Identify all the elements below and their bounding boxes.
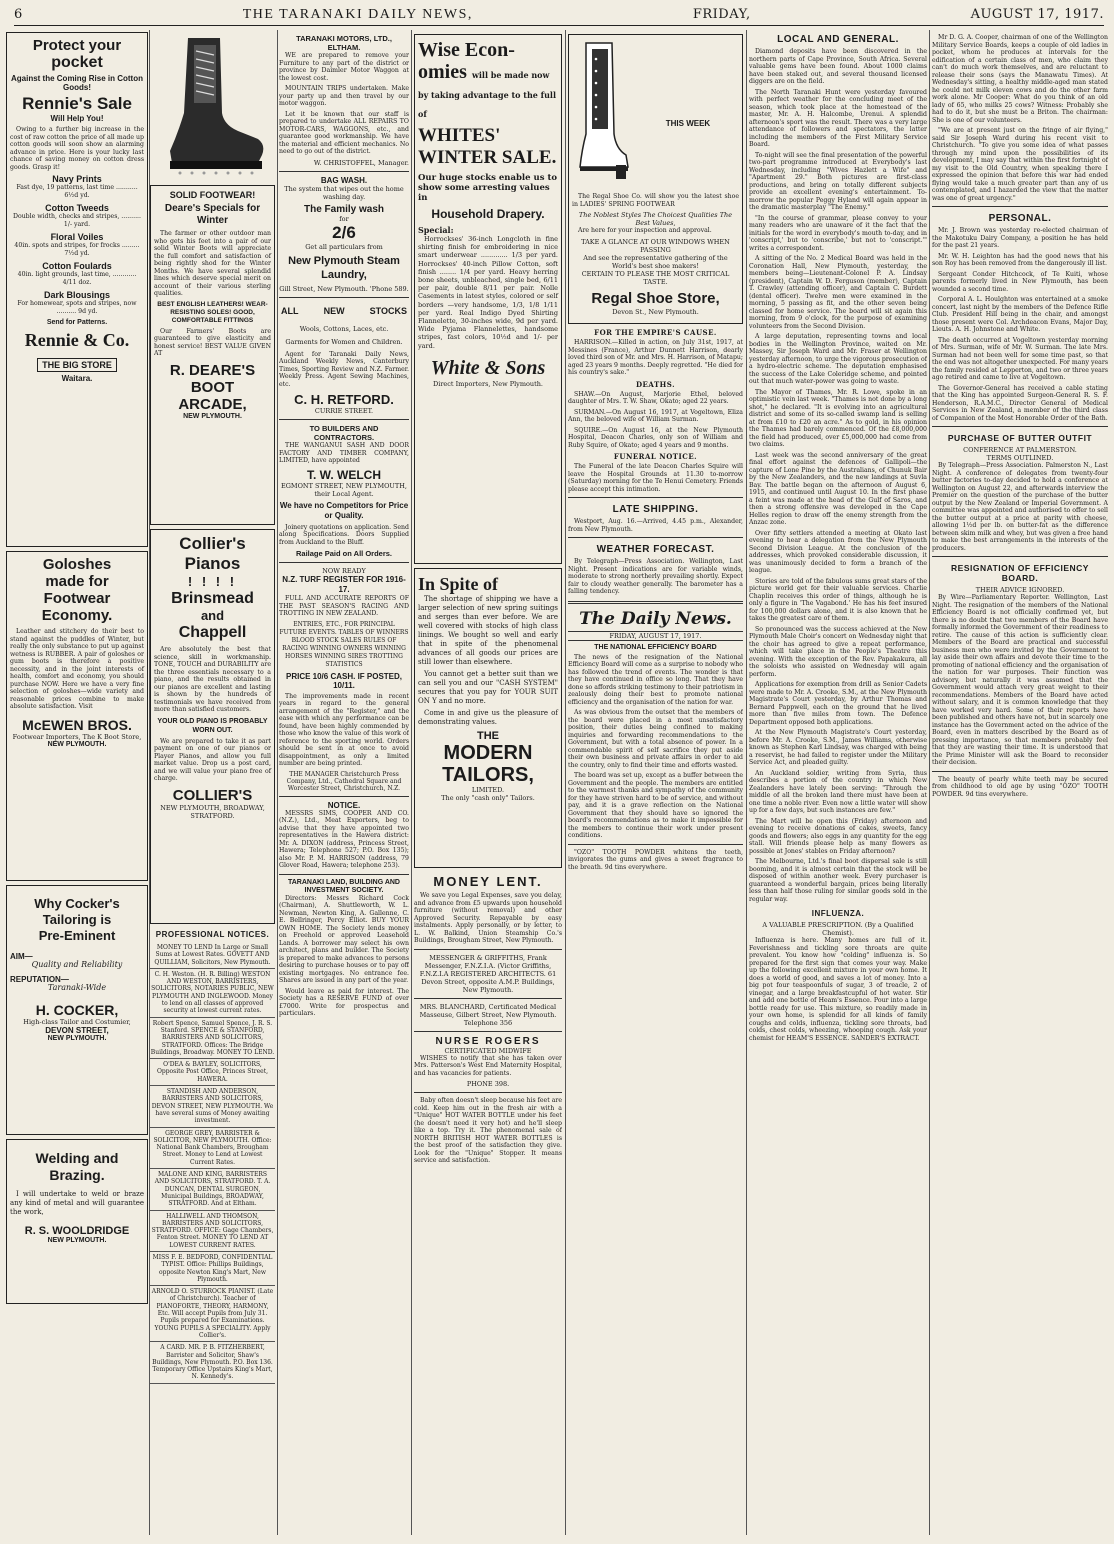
local-paragraph: At the New Plymouth Magistrate's Court yesterday, before Mr. A. Crooke, S.M., James Williams, otherwise known as Stephen Karl Lindsay, was charged with being a reservist, he had failed to register under the Military Service Act, and pleaded guilty. — [749, 729, 927, 766]
notice-body: MESSRS SIMS, COOPER AND CO. (N.Z.), Ltd., Meat Exporters, beg to advise that they have appointed two representatives in the Hawera district: Mr. A. DIXON (address, Princess Street, Hawera; Telephone 527; P.O. Box 135); also Mr. P. M. HARRISON (address, 79 Glover Road, Hawera; telephone 253). — [279, 809, 409, 869]
land-body: Directors: Messrs Richard Cock (Chairman), A. Shuttleworth, W. L. Newman, Newton King, A. Gallenne, C. E. Bellringer, Percy Elliot. BUY YOUR OWN HOME. The Society lends money on Freehold or approved Leasehold Lands. A borrower may select his own architect, plans and builder. The Society is prepared to make advances to persons desiring to purchase houses or to pay off existing mortgages. No entrance fee. Shares are issued in any part of the year. — [279, 894, 409, 984]
local-paragraph: The Mart will be open this (Friday) afternoon and evening to receive donations of cakes, sweets, fancy goods and flowers; also eggs in any quantity for the egg stall. Will friends please help as many flowers as possible at Jones' stables on Friday afternoon? — [749, 817, 927, 855]
deare-specials: Deare's Specials for Winter — [164, 203, 261, 226]
collier-chappell: Chappell — [178, 624, 247, 641]
local-general — [749, 48, 927, 527]
rogers-title: NURSE ROGERS — [435, 1035, 541, 1047]
local-paragraph: Last week was the second anniversary of the great final effort against the defences of Gallipoli—the capture of Lone Pine by the Australians, of Chunuk Bair by the New Zealanders, and the new landings at Suvla Bay. The battle began on the afternoon of August 6, 1915, and continued until August 10. In the first phase a feint was made at the head of the Gulf of Saros, and then a strong offensive was developed in the Cape Helles region to draw off the enemy strength from the Anzac zone. — [749, 451, 927, 526]
collier-advert — [150, 529, 275, 924]
masthead-day: FRIDAY, — [692, 7, 751, 22]
blanchard-notice: MRS. BLANCHARD, Certificated Medical Masseuse, Gilbert Street, New Plymouth. Telephone 356 — [419, 1002, 557, 1027]
woolridge-town: NEW PLYMOUTH. — [47, 1237, 107, 1244]
builders-p2: EGMONT STREET, NEW PLYMOUTH, their Local Agent. — [281, 481, 407, 498]
rennie-item-desc: 40in. light grounds, last time, ............ 4/11 doz. — [17, 271, 137, 286]
motors-p1: WE are prepared to remove your Furniture to any part of the district or province by Daimler Motor Waggon at the lowest cost. — [279, 52, 409, 82]
cocker-headline-2: Tailoring is — [42, 912, 112, 927]
turf-price: PRICE 10/6 CASH. IF POSTED, 10/11. — [285, 671, 403, 690]
cocker-town: NEW PLYMOUTH. — [47, 1035, 107, 1042]
professional-notice: A CARD. MR. P. B. FITZHERBERT, Barrister and Solicitor, Shaw's Buildings, New Plymouth. P.O. Box 136. Temporary Office Upstairs King's Mart, N. Kennedy's. — [150, 1342, 275, 1383]
whites-headline-2: omies — [418, 61, 467, 83]
cocker-reputation-text: Taranaki-Wide — [47, 983, 107, 992]
deare-headline: SOLID FOOTWEAR! — [169, 190, 256, 200]
shipping-title: LATE SHIPPING. — [612, 504, 699, 515]
laundry-price: 2/6 — [332, 222, 356, 242]
regal-p3: Are here for your inspection and approval. — [578, 227, 712, 234]
masthead-date: AUGUST 17, 1917. — [970, 7, 1104, 22]
influenza-body: Influenza is here. Many homes are full of it. Feverishness and tickling sore throats are quite prevalent. You know how "colding" influenza is. So prepared for the first sign that comes your way. Make up the following excellent mixture in your own home. It does a world of good, and saves a lot of money. Into a big pot four teaspoonfuls of sugar, 3 of treacle, 2 of vinegar, and a large breakfastcupful of hot water. Stir and add one bottle of Heam's Essence. Pour into a large bottle ready for use. This mixture, so readily made in your own home, is splendid for all kinds of family coughs and colds, influenza, tickling sore throats, bad colds, chest colds, wheezing, whooping cough. Ask your chemist for HEAM'S ESSENCE. SANDER'S EXTRACT. — [749, 937, 927, 1042]
personal-paragraph: Sergeant Conder Hitchcock, of Te Kuiti, whose parents formerly lived in New Plymouth, has been wounded a second time. — [932, 270, 1108, 293]
local-paragraph: A large deputation, representing towns and local bodies in the Wellington Province, waited on Mr. Massey, Sir Joseph Ward and Mr. Fraser at Wellington yesterday afternoon, to urge the vigorous prosecution of a hydro-electric scheme. The deputation emphasised the success of the Lake Coleridge scheme, and pointed out that much water-power was going to waste. — [749, 333, 927, 385]
laundry-p2: The Family wash — [303, 203, 385, 215]
cocker-headline-1: Why Cocker's — [34, 896, 120, 911]
local-paragraph: To-night will see the final presentation of the powerful two-part programme introduced at Everybody's last Wednesday, including "Wives Hazlett a Wife" and "Apartment 29." Both pictures are first-class productions, and bring on totally different subjects provide an excellent evening's entertainment. To-morrow the popular Peggy Hyland will again appear in the dramatic masterplay "The Enemy." — [749, 151, 927, 211]
personal-paragraph: Corporal A. L. Houlghton was entertained at a smoke concert, last night by the members of the Defence Rifle Club. President Hill being in the chair, and amongst those present were Col. Archdeacon Evans, Major Day, Lieuts. A. H. Johnstone and White. — [932, 296, 1108, 333]
whites-headline-1: Wise Econ- — [418, 39, 515, 61]
efficiency-paragraph: As was obvious from the outset that the members of the board were placed in a most unsatisfactory position, their duties being confined to making inquiries and forwarding recommendations to the Government, but with a total absence of power. In a commendable spirit of self sacrifice they put aside their own business and private affairs in order to aid the country, only to find their time and efforts wasted. — [568, 709, 743, 769]
column-5 — [568, 30, 743, 1540]
rennie-intro: Owing to a further big increase in the cost of raw cotton the price of all made up cotton goods will soon show an alarming advance in price. Here is your lucky last chance of saving money on cotton dress goods. Grasp it! — [10, 126, 144, 171]
stocks-p2: Garments for Women and Children. — [285, 337, 403, 346]
professional-notices — [150, 942, 275, 1384]
collier-address: NEW PLYMOUTH, BROADWAY, STRATFORD. — [160, 803, 265, 820]
local-paragraph: A sitting of the No. 2 Medical Board was held in the Coronation Hall, New Plymouth, yesterday, the members being—Lieutenant-Colonel P. A. Lindsay (president), Captain W. D. Ferguson (member), Captain T. Crawley (attending officer), and Captain C. Burdett (dental officer). Twelve men were examined in the morning, 5 passing as fit, and the other seven being classed for home service. The board will sit again this morning, from 9 o'clock, for the purpose of examining volunteers from the Second Division. — [749, 255, 927, 330]
rennie-subhead: Against the Coming Rise in Cotton Goods! — [11, 74, 143, 92]
laundry-p4: Get all particulars from — [305, 242, 383, 251]
column-2 — [150, 30, 275, 1540]
woolridge-headline-1: Welding and — [35, 1150, 119, 1166]
cocker-address: DEVON STREET, — [45, 1026, 109, 1035]
mcewen-headline-3: Footwear — [43, 590, 111, 607]
whites-headline-3: will be made now by taking advantage to the full of — [418, 70, 556, 119]
death-notice: SURMAN.—On August 16, 1917, at Vogeltown, Eliza Ann, the beloved wife of William Surman. — [568, 408, 743, 423]
col7-paragraph: Mr D. G. A. Cooper, chairman of one of the Wellington Military Service Boards, keeps a couple of old ladies in pocket, whom he produces at intervals for the edification of a certain class of men, who claim they can't do much work themselves, and are reluctant to release their sons (says the Manawatu Times). At Wednesday's sitting, a healthy middle-aged man stated he could not milk eleven cows and do the other farm work alone. Mr Cooper: What do you think of an old lady of 65, who milks 25 cows? Witness: Probably she had to do it, but she must be a Briton. The chairman: She is one of our volunteers. — [932, 34, 1108, 124]
column-rule — [929, 30, 930, 1535]
professional-notice: ARNOLD O. STURROCK PIANIST. (Late of Christchurch). Teacher of PIANOFORTE, THEORY, HARMONY, Etc. Will accept Pupils from July 31. Pupils prepared for Examinations. YOUNG PUPILS A SPECIALITY. Apply Collier's. — [150, 1286, 275, 1342]
paper-title: THE TARANAKI DAILY NEWS, — [242, 6, 473, 22]
builders-p1: THE WANGANUI SASH AND DOOR FACTORY AND TIMBER COMPANY, LIMITED, have appointed — [279, 442, 409, 464]
regal-brand: Regal Shoe Store, — [591, 289, 720, 307]
rennie-item-name: Dark Blousings — [43, 290, 110, 300]
collier-brinsmead: Brinsmead — [171, 590, 254, 607]
column-rule — [277, 30, 278, 1535]
butter-sub-2: TERMS OUTLINED. — [986, 454, 1054, 462]
rennie-headline-1: Protect your — [32, 37, 122, 54]
rennie-brand: Rennie & Co. — [24, 330, 130, 350]
regal-boot-illustration — [572, 39, 634, 193]
regal-p6: CERTAIN TO PLEASE THE MOST CRITICAL TASTE. — [581, 269, 730, 286]
local-general-continued — [749, 530, 927, 904]
money-lent-body: We save you Legal Expenses, save you delay, and advance from £5 upwards upon household furniture (without removal) and other Approved Security. Repayable by easy instalments. Apply personally, or by letter, to L. W. Balkind, Union Steamship Co.'s Buildings, Brougham Street, New Plymouth. — [414, 892, 562, 944]
ladies-boot-icon — [572, 39, 632, 189]
deare-brand-3: ARCADE, — [178, 395, 247, 413]
collier-body-2: We are prepared to take it as part payment on one of our pianos or Player Pianos, and allow you full market value. Drop us a post card, and we will value your piano free of charge. — [154, 737, 271, 782]
regal-p2: The Noblest Styles The Choicest Qualities The Best Values, — [578, 211, 733, 227]
rennie-headline-2: pocket — [51, 54, 103, 71]
whites-items: Horrockses' 36-inch Longcloth in fine shirting finish for embroidering in nice smart underwear ............. 1/3 per yard. Horrockses' 40-inch Pillow Cotton, soft finish ........ 1/4 per yard. Heavy herring bone sheets, unbleached, single bed, 6/11 per pair, double 8/11 per pair. Nolle Casements in latest styles, colored or self borders —very handsome, 1/3, 1/8 1/11 per yard. Real Indigo Dyed Shirting Flannelette, 30-inches wide, 9d per yard. Wide Pyjama Flannelettes, handsome stripes, fast colors, 10½d and 1/- per yard. — [418, 235, 558, 350]
rennie-store-label: THE BIG STORE — [37, 358, 117, 372]
local-paragraph: The Mayor of Thames, Mr. R. Lowe, spoke in an optimistic vein last week. "Thames is not done by a long shot," he declared. "It is evolving into an agricultural district and some of its so-called swamp land is selling at from £10 to £20 an acre." As to gold, in his opinion the Thames had barely commenced. Of the £8,000,000 the field had produced, over £5,000,000 had come from two claims. — [749, 388, 927, 448]
stocks-new: NEW — [323, 305, 345, 316]
mcewen-headline-1: Goloshes — [42, 556, 112, 573]
professional-notice: HALLIWELL AND THOMSON, BARRISTERS AND SOLICITORS, STRATFORD. OFFICE: Gage Chambers, Fenton Street. MONEY TO LEND AT LOWEST CURRENT RATES. — [150, 1211, 275, 1252]
woolridge-headline-2: Brazing. — [49, 1167, 105, 1183]
column-rule — [565, 30, 566, 1535]
personal-paragraph: Mr. J. Brown was yesterday re-elected chairman of the Makotuku Dairy Company, a position he has held for the past 21 years. — [932, 227, 1108, 249]
regal-address: Devon St., New Plymouth. — [612, 307, 699, 316]
column-1 — [6, 30, 148, 1540]
cocker-headline-3: Pre-Eminent — [38, 928, 116, 943]
professional-notice: C. H. Weston. (H. R. Billing) WESTON AND WESTON, BARRISTERS, SOLICITORS, NOTARIES PUBLIC, NEW PLYMOUTH AND INGLEWOOD. Money to lend on all classes of approved security at lowest current rates. — [150, 969, 275, 1018]
deare-best: BEST ENGLISH LEATHERS! WEAR-RESISTING SOLES! GOOD, COMFORTABLE FITTINGS — [157, 300, 268, 324]
rennie-sale-title: Rennie's Sale — [22, 94, 132, 113]
motors-p3: Let it be known that our staff is prepared to undertake ALL REPAIRS TO MOTOR-CARS, WAGGONS, etc., and guarantee good workmanship. We have the material and efficient mechanics. No need to go out of the district. — [279, 110, 409, 155]
cocker-advert — [6, 885, 148, 1135]
tailors-modern: MODERN — [443, 742, 533, 764]
tailors-limited: LIMITED. — [471, 786, 505, 794]
local-paragraph: Stories are told of the fabulous sums great stars of the picture world get for their valuable services. Charlie Chaplin receives this order of things, although he is only a figure in 'The Vagabond.' He has his feet insured for 100,000 dollars alone, and it is also known that he takes the greatest care of them. — [749, 577, 927, 622]
cocker-reputation: REPUTATION— — [10, 975, 69, 984]
empire-body: HARRISON.—Killed in action, on July 31st, 1917, at Messines (France), Arthur Dunnett Harrison, dearly loved third son of Mr. and Mrs. H. Harrison, of Matapu; aged 23 years 9 months. Deeply regretted. "He died for his country's sake." — [568, 339, 743, 376]
cocker-sub: High-class Tailor and Costumier, — [23, 1018, 131, 1026]
spite-p3: Come in and give us the pleasure of demonstrating values. — [418, 709, 558, 726]
collier-and: and — [200, 608, 225, 623]
efficiency-editorial — [568, 654, 743, 840]
mcewen-headline-4: Economy. — [41, 607, 113, 624]
rennie-item-name: Navy Prints — [52, 174, 102, 184]
personal-items — [932, 227, 1108, 422]
motors-sig: W. CHRISTOFFEL, Manager. — [313, 158, 409, 167]
spite-p2: You cannot get a better suit than we can sell you and our "CASH SYSTEM" secures that you pay for YOUR SUIT ON Y and no more. — [418, 670, 558, 705]
masthead — [14, 4, 1104, 26]
weather-body: By Telegraph—Press Association. Wellington, Last Night. Present indications are for variable winds, moderate to strong northerly prevailing shortly. Expect fair to cloudy weather generally. The barometer has a falling tendency. — [568, 558, 743, 595]
resign-sub: THEIR ADVICE IGNORED. — [975, 586, 1065, 594]
personal-paragraph: The death occurred at Vogeltown yesterday morning of Mrs. Surman, wife of Mr. W. Surman. The late Mrs. Surman had not been well for some time past, so that the end was not altogether unexpected. For many years the family resided at Lepperton, and two or three years ago retired and came to live at Vogeltown. — [932, 336, 1108, 381]
ozo-advert-2: The beauty of pearly white teeth may be secured from childhood to old age by using "OZO" TOOTH POWDER. 9d tins everywhere. — [932, 775, 1108, 798]
builders-p4: Joinery quotations on application. Send along Specifications. Doors Supplied from Auckland to the Bluff. — [279, 523, 409, 546]
whites-brand: White & Sons — [430, 356, 546, 379]
deare-body: The farmer or other outdoor man who gets his feet into a pair of our solid Winter Boots will appreciate the full comfort and satisfaction of being rightly shod for the Winter Months. We have several splendid lines which deserve special merit on account of their various sterling qualities. — [154, 230, 271, 297]
motors-title: TARANAKI MOTORS, LTD., ELTHAM. — [296, 34, 392, 52]
column-3 — [279, 30, 409, 1540]
retford-name: C. H. RETFORD. — [294, 392, 394, 407]
notice-title: NOTICE. — [327, 800, 361, 810]
regal-advert — [568, 34, 743, 324]
deare-town: NEW PLYMOUTH. — [183, 412, 242, 420]
professional-notice: MALONE AND KING, BARRISTERS AND SOLICITORS, STRATFORD. T. A. DUNCAN, DENTAL SURGEON, Municipal Buildings, BROADWAY, STRATFORD. And at Eltham. — [150, 1169, 275, 1210]
bottle-advert: Baby often doesn't sleep because his feet are cold. Keep him out in the fresh air with a "Unique" HOT WATER BOTTLE under his feet (he doesn't need it very hot) and he'll sleep like a top. Try it. The phenomenal sale of NORTH BRITISH HOT WATER BOTTLES is the best proof of the satisfaction they give. Look for the "Unique" Stopper. It means service and satisfaction. — [414, 1097, 562, 1164]
land-body-2: Would leave as paid for interest. The Society has a RESERVE FUND of over £7000. Write for prospectus and particulars. — [279, 987, 409, 1017]
regal-p5: And see the representative gathering of the World's best shoe makers! — [583, 253, 728, 270]
deare-brand-2: BOOT — [190, 378, 235, 396]
col7-items — [932, 34, 1108, 202]
personal-paragraph: The Governor-General has received a cable stating that the King has appointed Surgeon-General R. S. F. Henderson, R.A.M.C., Director General of Medical Services in New Zealand, a member of the third class of Companion of the Most Honorable Order of the Bath. — [932, 384, 1108, 422]
deare-body-2: Our Farmers' Boots are guaranteed to give elasticity and honest service! BEST VALUE GIVEN AT — [154, 327, 271, 357]
modern-tailors-advert — [414, 568, 562, 868]
whites-special: Special: — [418, 225, 454, 235]
welch-name: T. W. WELCH — [307, 467, 381, 482]
personal-title: PERSONAL. — [988, 213, 1052, 224]
turf-p2: The improvements made in recent years in regard to the general arrangement of the "Register," and the ease with which any performance can be found, have been highly commended by those who know the value of this work of reference to the sporting world. Orders should be sent in at once to avoid disappointment, as only a limited number are being printed. — [279, 692, 409, 767]
col7-paragraph: "We are at present just on the fringe of air flying," said Sir Joseph Ward during his recent visit to Christchurch. "To give you some idea of what passes through my mind upon the possibilities of its development, I may say that within the first fortnight of my visit to the Old Country, when speaking there I expressed the opinion that before this war had ended flying would take a much greater part than any of us contemplated, and I hazarded the view that the matter was one of great urgency." — [932, 127, 1108, 202]
local-general-title: LOCAL AND GENERAL. — [777, 34, 899, 45]
rennie-patterns: Send for Patterns. — [46, 319, 108, 326]
collier-marks: ! ! ! ! — [187, 574, 238, 589]
laundry-title: BAG WASH. — [320, 175, 368, 185]
retford-address: CURRIE STREET. — [314, 407, 374, 415]
local-paragraph: The North Taranaki Hunt were yesterday favoured with perfect weather for the concluding meet of the season, which took place at the homestead of the master, Mr. A. H. Halcombe, Urenui. A splendid afternoon's sport was the result. There was a very large attendance of followers and spectators, the latter including the members of the First Military Service Board. — [749, 88, 927, 148]
tailors-cash: The only "cash only" Tailors. — [441, 794, 535, 802]
column-rule — [411, 30, 412, 1535]
laundry-address: Gill Street, New Plymouth. 'Phone 589. — [279, 284, 409, 293]
regal-week: THIS WEEK — [665, 119, 711, 128]
rennie-item-desc: 40in. spots and stripes, for frocks ......... 7½d yd. — [14, 242, 140, 257]
turf-list: ENTRIES, ETC., FOR PRINCIPAL FUTURE EVENTS. TABLES OF WINNERS BLOOD STOCK SALES RULES OF RACING WINNING OWNERS WINNING HORSES WINNING SIRES TROTTING STATISTICS — [279, 620, 409, 668]
rennie-help: Will Help You! — [50, 114, 104, 123]
whites-p2: Household Drapery. — [431, 207, 545, 221]
professional-notice: STANDISH AND ANDERSON, BARRISTERS AND SOLICITORS, DEVON STREET, NEW PLYMOUTH. We have several sums of Money awaiting investment. — [150, 1086, 275, 1127]
collier-headline: Collier's — [179, 534, 246, 553]
mcewen-brand: McEWEN BROS. — [22, 716, 132, 733]
messenger-notice: MESSENGER & GRIFFITHS, Frank Messenger, F.N.Z.I.A. (Victor Griffiths, F.N.Z.I.A REGISTERED ARCHITECTS. 61 Devon Street, opposite A.M.P. Buildings, New Plymouth. — [419, 953, 557, 994]
collier-body: Are absolutely the best that science, skill in workmanship. TONE, TOUCH and DURABILITY are the three essentials necessary to a piano, and the results obtained in our pianos are excellent and lasting is shown by the hundreds of testimonials we have received from more than satisfied customers. — [154, 646, 271, 713]
spite-p1: The shortage of shipping we have a larger selection of new spring suitings and serges than ever before. We are well covered with stocks of high class linings. We bought so well and early that in spite of the phenomenal advances of all goods our prices are still lower than elsewhere. — [418, 595, 558, 666]
boot-icon — [158, 33, 268, 178]
butter-sub: CONFERENCE AT PALMERSTON. — [963, 446, 1077, 454]
personal-paragraph: Mr. W. H. Leighton has had the good news that his son Roy has been removed from the dangerously ill list. — [932, 252, 1108, 267]
professional-notices-title: PROFESSIONAL NOTICES. — [155, 930, 270, 939]
turf-sig: THE MANAGER Christchurch Press Company, Ltd., Cathedral Square and Worcester Street, Christchurch, N.Z. — [286, 770, 402, 792]
collier-brand: COLLIER'S — [172, 786, 253, 804]
rennie-town: Waitara. — [61, 374, 93, 383]
collier-pianos: Pianos — [184, 554, 241, 573]
stocks-p1: Wools, Cottons, Laces, etc. — [299, 324, 389, 333]
woolridge-body: I will undertake to weld or braze any kind of metal and will guarantee the work, — [10, 1190, 144, 1216]
laundry-p1: The system that wipes out the home washing day. — [284, 184, 404, 201]
mcewen-sub: Footwear Importers, The K Boot Store, — [12, 732, 142, 741]
local-paragraph: So pronounced was the success achieved at the New Plymouth Male Choir's concert on Wednesday night that the choir has agreed to give a repeat performance, which will take place in the People's Theatre this evening. With the exception of the Rev. Papakakura, all the soloists who assisted on Wednesday will again perform. — [749, 625, 927, 678]
empire-title: FOR THE EMPIRE'S CAUSE. — [594, 328, 717, 337]
butter-title: PURCHASE OF BUTTER OUTFIT — [947, 433, 1093, 443]
money-lent-title: MONEY LENT. — [433, 874, 543, 889]
rennie-advert — [6, 32, 148, 547]
tailors-tailors: TAILORS, — [442, 764, 534, 786]
local-paragraph: The Melbourne, Ltd.'s final boot dispersal sale is still booming, and it is almost certain that the stock will be disposed of within another week. Every purchaser is guaranteed a wonderful bargain, prices being literally less than half those ruling for similar goods sold in the regular way. — [749, 858, 927, 903]
stocks-banner — [279, 302, 409, 320]
rennie-item-name: Cotton Foulards — [42, 261, 112, 271]
funeral-body: The Funeral of the late Deacon Charles Squire will leave the Hospital Grounds at 11.30 to-morrow (Saturday) morning for the Te Henui Cemetery. Friends please accept this intimation. — [568, 463, 743, 493]
tailors-the: THE — [477, 730, 499, 742]
ozo-advert: "OZO" TOOTH POWDER whitens the teeth, invigorates the gums and gives a sweet fragrance to the breath. 9d tins everywhere. — [568, 848, 743, 871]
rennie-items — [10, 174, 144, 316]
cocker-name: H. COCKER, — [35, 1002, 119, 1018]
resign-body: By Wire—Parliamentary Reporter. Wellington, Last Night. The resignation of the members of the National Efficiency Board is not officially confirmed yet, but there is no doubt that two members of the Board have formally informed the Government of their readiness to retire. The cause of this action is sufficiently clear. Members of the Board are practical and successful business men who were invited by the Government to lay aside their own affairs and devote their time to the promoting of national efficiency and the organisation of the nation for war purposes. Their function was advisory, but naturally it was assumed that the Government would attach very great weight to their recommendations. Members of the Board have acted without salary, and it is common knowledge that they have worked very hard. Some of their reports have been published and others have not, but in scarcely one instance has the Government acted on the advice of the Board, even in matters described by the Board as of pressing importance, so that members probably feel that they are wasting their time. It is understood that the Prime Minister will ask the Board to reconsider their decision. — [932, 594, 1108, 766]
paper-nameplate: The Daily News. — [579, 608, 732, 629]
deare-brand: R. DEARE'S — [169, 361, 256, 379]
rennie-item-desc: For homewear, spots and stripes, now .......... 9d yd. — [17, 300, 137, 315]
weather-title: WEATHER FORECAST. — [596, 544, 715, 555]
stocks-all: ALL — [281, 305, 299, 316]
woolridge-name: R. S. WOOLDRIDGE — [24, 1225, 130, 1237]
regal-p4: TAKE A GLANCE AT OUR WINDOWS WHEN PASSING — [581, 237, 730, 254]
cocker-aim: AIM— — [10, 952, 33, 961]
local-paragraph: "In the course of grammar, please convey to your many readers who are unaware of it the fact that the initials for the word in everybody's mouth to-day, and in 'conscript,' but to 'conscribe,' but not to 'conscript.'" writes a correspondent. — [749, 214, 927, 252]
stocks-p3: Agent for Taranaki Daily News, Auckland Weekly News, Canterbury Times, Sporting Review and N.Z. Farmer. Weekly Press. Agent Sewing Machines, etc. — [279, 350, 409, 388]
column-6 — [749, 30, 927, 1540]
professional-notice: MONEY TO LEND In Large or Small Sums at Lowest Rates. GOVETT AND QUILLIAM, Solicitors, New Plymouth. — [150, 942, 275, 969]
column-rule — [746, 30, 747, 1535]
regal-p1: The Regal Shoe Co. will show you the latest shoe in LADIES' SPRING FOOTWEAR — [572, 193, 739, 208]
laundry-name: New Plymouth Steam Laundry, — [288, 254, 400, 281]
efficiency-paragraph: The board was set up, except as a buffer between the Government and the people. The members are entitled to the warmest thanks and sympathy of the community for they have striven hard to be of service, and without pay, and it is a grave reflection on the National Government that they should have so ignored the board's recommendations as to make it impossible for the members to continue their work under present conditions. — [568, 772, 743, 839]
deaths-title: DEATHS. — [635, 379, 676, 389]
whites-sub: Direct Importers, New Plymouth. — [433, 379, 543, 388]
influenza-sub: A VALUABLE PRESCRIPTION. (By a Qualified Chemist). — [762, 921, 914, 937]
laundry-p3: for — [339, 214, 349, 223]
page-number: 6 — [14, 7, 23, 22]
deare-advert — [150, 185, 275, 525]
professional-notice: MISS F. E. BEDFORD, CONFIDENTIAL TYPIST. Office: Phillips Buildings, opposite Newton King's Mart, New Plymouth. — [150, 1252, 275, 1286]
builders-p5: Railage Paid on All Orders. — [296, 549, 392, 558]
rogers-phone: PHONE 398. — [466, 1080, 510, 1088]
turf-p1: FULL AND ACCURATE REPORTS OF THE PAST SEASON'S RACING AND TROTTING IN NEW ZEALAND. — [279, 595, 409, 617]
stocks-word: STOCKS — [369, 305, 407, 316]
whites-p1: Our huge stocks enable us to show some arresting values in — [418, 173, 558, 203]
rennie-item-desc: Double width, checks and stripes, .......... 1/- yard. — [13, 213, 141, 228]
rennie-item-desc: Fast dye, 19 patterns, last time ........... 6½d yd. — [16, 184, 138, 199]
rogers-sub: CERTIFICATED MIDWIFE — [444, 1046, 532, 1055]
paper-date: FRIDAY, AUGUST 17, 1917. — [568, 631, 743, 641]
shipping-body: Westport, Aug. 16.—Arrived, 4.45 p.m., Alexander, from New Plymouth. — [568, 518, 743, 533]
turf-title: N.Z. TURF REGISTER FOR 1916-17. — [282, 575, 406, 594]
professional-notice: O'DEA & BAYLEY, SOLICITORS, Opposite Post Office, Princes Street, HAWERA. — [150, 1059, 275, 1086]
deaths-list — [568, 391, 743, 450]
builders-p3: We have no Competitors for Price or Quality. — [279, 500, 409, 520]
local-paragraph: Over fifty settlers attended a meeting at Okato last evening to hear a delegation from the New Plymouth Second Division League. At the conclusion of the addresses, which provoked considerable discussion, it was unanimously decided to form a branch of the league. — [749, 529, 927, 574]
local-paragraph: Applications for exemption from drill as Senior Cadets were made to Mr. A. Crooke, S.M., at the New Plymouth Magistrate's Court yesterday, by Arthur Thomas and Bernard Pappwell, each on the ground that he lived more than five miles from town. The Defence Department opposed both applications. — [749, 681, 927, 726]
butter-body: By Telegraph—Press Association. Palmerston N., Last Night. A conference of delegates from twenty-four butter factories to-day decided to hold a conference at Wellington on August 22, and afterwards interview the Premier on the question of the purchase of the butter output by the New Zealand or Imperial Government. A committee was appointed and authorised to offer to sell the butter output at a price at parity with cheese, allowing 1½d per lb. on butter-fat as the difference between skim milk and whey, but was given a free hand to make the best arrangements in the interests of the producers. — [932, 462, 1108, 552]
professional-notice: Robert Spence, Samuel Spence, J. R. S. Stanford. SPENCE & STANFORD, BARRISTERS AND SOLICITORS, STRATFORD. Offices: The Bridge Buildings, Broadway. MONEY TO LEND. — [150, 1018, 275, 1059]
whites-advert — [414, 34, 562, 564]
rogers-body: WISHES to notify that she has taken over Mrs. Patterson's West End Maternity Hospital, and has vacancies for patients. — [414, 1054, 562, 1077]
land-title: TARANAKI LAND, BUILDING AND INVESTMENT SOCIETY. — [288, 878, 400, 894]
collier-old-piano: YOUR OLD PIANO IS PROBABLY WORN OUT. — [157, 717, 268, 734]
rennie-item-name: Floral Voiles — [50, 232, 104, 242]
mcewen-headline-2: made for — [45, 573, 109, 590]
efficiency-paragraph: The news of the resignation of the National Efficiency Board will come as a surprise to nobody who has followed the trend of events. The wonder is that they have continued in office so long. That they have done so affords striking testimony to their patriotism in zealously doing their best to promote national efficiency and the organisation of the nation for war. — [568, 653, 743, 706]
cocker-aim-text: Quality and Reliability — [31, 960, 123, 969]
resign-title: RESIGNATION OF EFFICIENCY BOARD. — [951, 563, 1089, 583]
motors-p2: MOUNTAIN TRIPS undertaken. Make your party up and then travel by our motor waggon. — [279, 85, 409, 107]
boot-illustration — [150, 33, 275, 183]
efficiency-title: THE NATIONAL EFFICIENCY BOARD — [594, 643, 717, 651]
funeral-title: FUNERAL NOTICE. — [613, 452, 698, 461]
mcewen-advert — [6, 551, 148, 881]
influenza-title: INFLUENZA. — [811, 909, 865, 918]
mcewen-body: Leather and stitchery do their best to stand against the puddles of Winter, but really the only substance to put up against wetness is RUBBER. A pair of goloshes or gum boots is therefore a positive necessity, and in the joint interests of health, comfort and economy, you should purchase NOW. Here we have a very fine selection of goloshes—wide variety and reasonable prices combine to make absolute satisfaction. Visit — [10, 628, 144, 710]
rennie-item-name: Cotton Tweeds — [45, 203, 109, 213]
professional-notice: GEORGE GREY, BARRISTER & SOLICITOR, NEW PLYMOUTH. Office: National Bank Chambers, Brougham Street. Money to Lend at Lowest Current Rates. — [150, 1128, 275, 1169]
whites-sale: WHITES' WINTER SALE. — [418, 125, 557, 168]
local-paragraph: An Auckland soldier, writing from Syria, thus describes a portion of the country in which New Zealanders have lately been serving: "Through the middle of all the broken land there must have been at one time a noble river. Even now a little water will show up for a few days, but such instances are few." — [749, 769, 927, 814]
column-7 — [932, 30, 1108, 1540]
death-notice: SQUIRE.—On August 16, at the New Plymouth Hospital, Deacon Charles, only son of William and Ruby Squire, of Okato; aged 4 years and 9 months. — [568, 426, 743, 449]
local-paragraph: Diamond deposits have been discovered in the northern parts of Cape Province, South Africa. Several valuable gems have been found. About 1000 claims have been staked out, and several thousand licensed diggers are on the field. — [749, 48, 927, 85]
builders-title: TO BUILDERS AND CONTRACTORS. — [309, 424, 379, 442]
woolridge-advert — [6, 1139, 148, 1304]
mcewen-town: NEW PLYMOUTH. — [47, 740, 107, 748]
turf-now-ready: NOW READY — [322, 567, 366, 575]
column-4 — [414, 30, 562, 1540]
spite-headline: In Spite of — [418, 574, 499, 594]
death-notice: SHAW.—On August, Marjorie Ethel, beloved daughter of Mrs. T. W. Shaw, Okato; aged 22 years. — [568, 390, 743, 405]
